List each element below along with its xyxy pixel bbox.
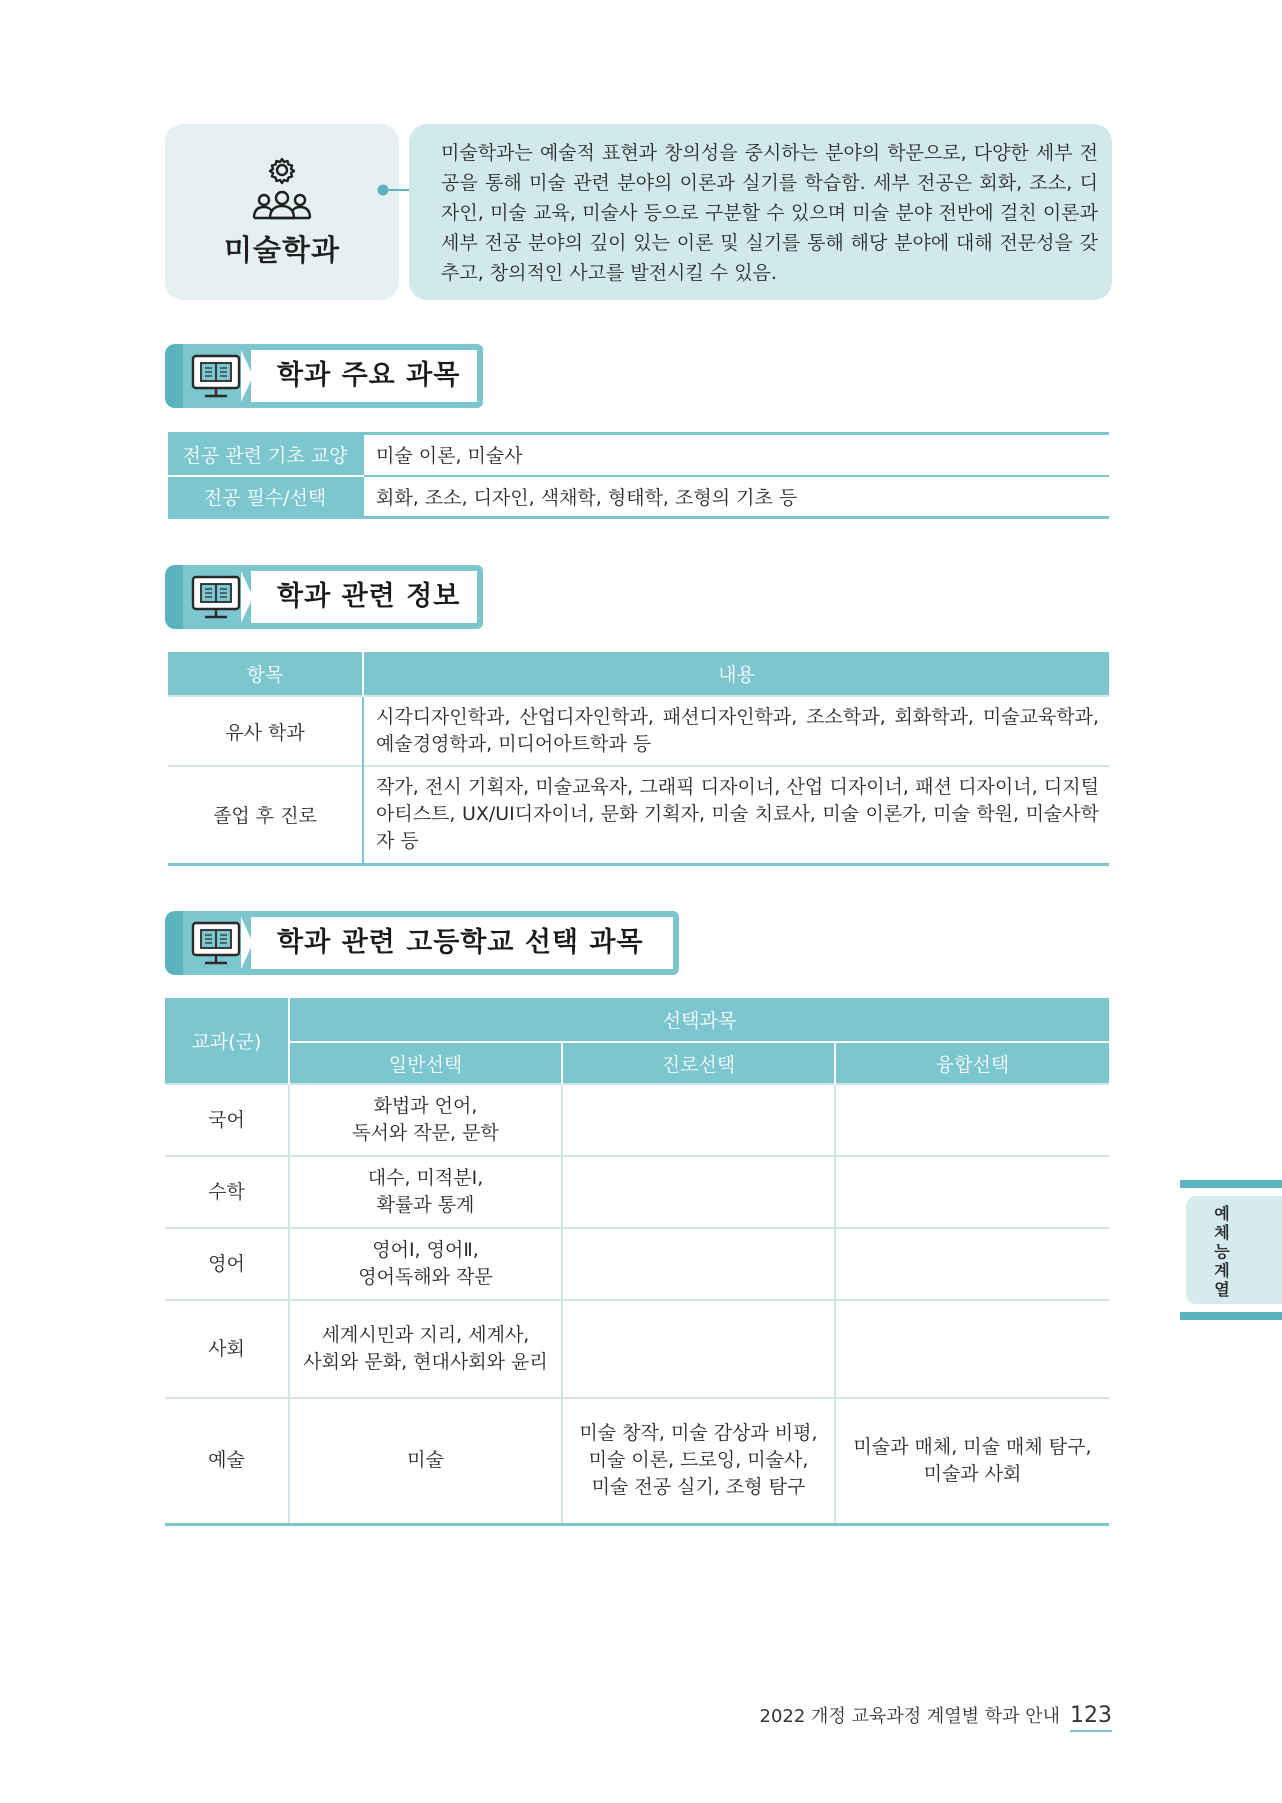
cell-line: 대수, 미적분Ⅰ, [367,1167,484,1189]
info-label: 유사 학과 [168,696,363,766]
cell-line: 미술과 사회 [923,1462,1022,1485]
info-value: 작가, 전시 기획자, 미술교육자, 그래픽 디자이너, 산업 디자이너, 패션 디자이너, 디지털 아티스트, UX/UI디자이너, 문화 기획자, 미술 치료사, 미술 이론가, 미술 학원, 미술사학자 등 [363,766,1109,864]
table-row [165,1398,1109,1524]
cell-line: 화법과 언어, [373,1095,478,1117]
monitor-book-icon [191,921,241,967]
fusion-cell [835,1156,1109,1228]
career-cell [562,1084,835,1156]
subject-cell: 국어 [165,1084,289,1156]
career-cell [562,1398,835,1524]
monitor-book-icon [191,354,241,400]
section-title: 학과 관련 정보 [277,581,461,612]
column-header-subject: 교과(군) [165,998,289,1084]
subject-cell: 예술 [165,1398,289,1524]
subject-cell: 수학 [165,1156,289,1228]
courses-table [168,432,1109,519]
table-row [168,766,1109,864]
column-header: 항목 [168,652,363,696]
department-card [165,124,399,300]
side-tab-label: 예 체 능 계 열 [1214,1204,1230,1299]
column-header: 일반선택 [289,1042,562,1084]
table-header-row [165,1042,1109,1084]
column-header-group: 선택과목 [289,998,1109,1042]
cell-line: 미술 [407,1449,444,1472]
table-header-row [168,652,1109,696]
page-footer [760,1702,1112,1728]
cell-line: 미술 창작, 미술 감상과 비평, [579,1422,818,1445]
section-header-hs [165,911,679,975]
table-row [165,1228,1109,1300]
general-cell [289,1084,562,1156]
info-label: 졸업 후 진로 [168,766,363,864]
subject-cell: 영어 [165,1228,289,1300]
cell-line: 사회와 문화, 현대사회와 윤리 [303,1351,548,1373]
table-row [168,434,1109,476]
info-table [168,652,1109,866]
table-header-row [165,998,1109,1042]
column-header: 내용 [363,652,1109,696]
section-header-courses [165,344,483,408]
career-cell [562,1228,835,1300]
section-title: 학과 관련 고등학교 선택 과목 [277,927,644,958]
table-row [165,1084,1109,1156]
cell-line: 영어Ⅰ, 영어Ⅱ, [372,1239,479,1261]
general-cell [289,1300,562,1398]
hs-subjects-table [165,998,1109,1526]
section-header-info [165,565,483,629]
section-title: 학과 주요 과목 [277,360,461,391]
general-cell [289,1228,562,1300]
department-description: 미술학과는 예술적 표현과 창의성을 중시하는 분야의 학문으로, 다양한 세부 전공을 통해 미술 관련 분야의 이론과 실기를 학습함. 세부 전공은 회화, 조소, 디자인, 미술 교육, 미술사 등으로 구분할 수 있으며 미술 분야 전반에 걸친 이론과 세부 전공 분야의 깊이 있는 이론 및 실기를 통해 해당 분야에 대해 전문성을 갖추고, 창의적인 사고를 발전시킬 수 있음. [409,124,1112,300]
cell-line: 확률과 통계 [376,1194,475,1216]
fusion-cell [835,1300,1109,1398]
monitor-book-icon [191,575,241,621]
cell-line: 미술 이론, 드로잉, 미술사, [588,1449,809,1472]
fusion-cell [835,1398,1109,1524]
general-cell [289,1156,562,1228]
fusion-cell [835,1228,1109,1300]
course-label: 전공 필수/선택 [168,476,363,518]
course-value: 회화, 조소, 디자인, 색채학, 형태학, 조형의 기초 등 [363,476,1109,518]
subject-cell: 사회 [165,1300,289,1398]
table-row [165,1156,1109,1228]
table-row [168,476,1109,518]
cell-line: 미술 전공 실기, 조형 탐구 [591,1476,806,1499]
fusion-cell [835,1084,1109,1156]
cell-line: 세계시민과 지리, 세계사, [321,1324,530,1346]
page-number: 123 [1070,1703,1112,1732]
cell-line: 영어독해와 작문 [358,1266,493,1288]
column-header: 융합선택 [835,1042,1109,1084]
column-header: 진로선택 [562,1042,835,1084]
category-side-tab [1180,1180,1282,1320]
info-value: 시각디자인학과, 산업디자인학과, 패션디자인학과, 조소학과, 회화학과, 미술교육학과, 예술경영학과, 미디어아트학과 등 [363,696,1109,766]
career-cell [562,1156,835,1228]
course-label: 전공 관련 기초 교양 [168,434,363,476]
table-row [168,696,1109,766]
cell-line: 독서와 작문, 문학 [352,1122,499,1144]
footer-title: 2022 개정 교육과정 계열별 학과 안내 [759,1706,1060,1727]
table-row [165,1300,1109,1398]
department-name: 미술학과 [223,232,341,267]
people-gear-icon [250,156,314,222]
course-value: 미술 이론, 미술사 [363,434,1109,476]
general-cell [289,1398,562,1524]
cell-line: 미술과 매체, 미술 매체 탐구, [853,1435,1092,1458]
career-cell [562,1300,835,1398]
